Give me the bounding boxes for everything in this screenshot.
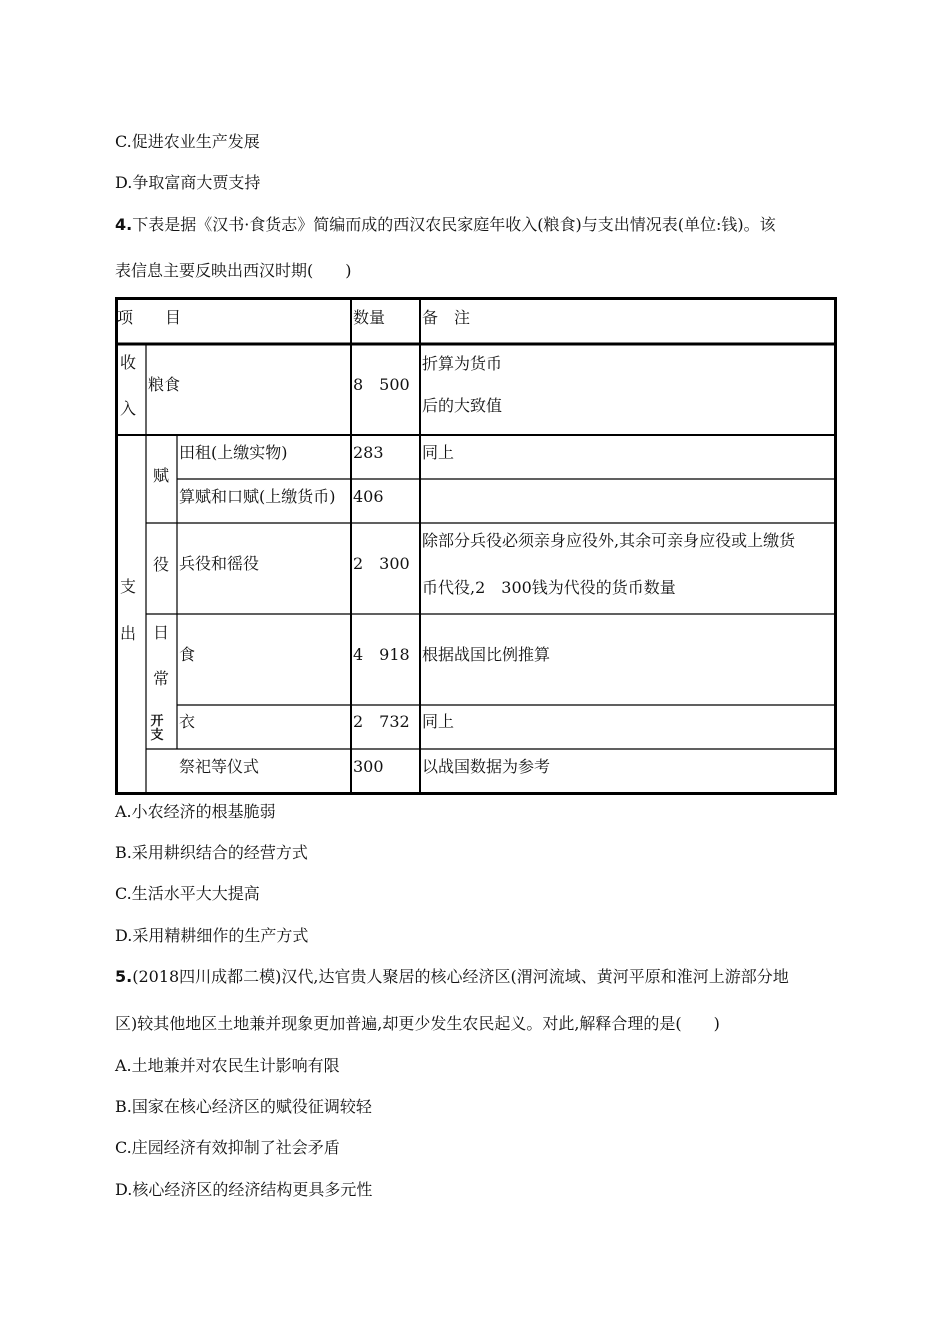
income-expense-table bbox=[115, 297, 837, 795]
yi-label: 役 bbox=[152, 555, 169, 574]
q5-stem-text: (2018四川成都二模)汉代,达官贵人聚居的核心经济区(渭河流域、黄河平原和淮河上游部分地 bbox=[132, 967, 789, 986]
row-suanfu-item: 算赋和口赋(上缴货币) bbox=[179, 487, 336, 506]
row-suanfu-qty: 406 bbox=[353, 487, 384, 506]
row-food-note: 根据战国比例推算 bbox=[422, 645, 551, 664]
q3-option-d: D.争取富商大贾支持 bbox=[115, 173, 261, 192]
q4-stem-line2: 表信息主要反映出西汉时期( ) bbox=[115, 261, 352, 280]
q5-stem-line2: 区)较其他地区土地兼并现象更加普遍,却更少发生农民起义。对此,解释合理的是( ) bbox=[115, 1014, 720, 1033]
kaizhi-label-2: 支 bbox=[150, 728, 164, 743]
income-qty: 8 500 bbox=[353, 375, 410, 394]
income-label-2: 入 bbox=[119, 399, 136, 418]
row-ritual-qty: 300 bbox=[353, 757, 384, 776]
row-ritual-item: 祭祀等仪式 bbox=[179, 757, 260, 776]
daily-label-2: 常 bbox=[152, 669, 169, 688]
row-yi-note-2: 币代役,2 300钱为代役的货币数量 bbox=[422, 578, 676, 597]
kaizhi-label-1: 开 bbox=[150, 714, 164, 729]
row-cloth-item: 衣 bbox=[179, 712, 196, 731]
income-note-1: 折算为货币 bbox=[422, 354, 503, 373]
q5-option-a: A.土地兼并对农民生计影响有限 bbox=[115, 1056, 340, 1075]
q5-option-b: B.国家在核心经济区的赋役征调较轻 bbox=[115, 1097, 372, 1116]
row-tianzu-qty: 283 bbox=[353, 443, 384, 462]
q4-option-b: B.采用耕织结合的经营方式 bbox=[115, 843, 308, 862]
row-yi-qty: 2 300 bbox=[353, 554, 410, 573]
row-ritual-note: 以战国数据为参考 bbox=[422, 757, 551, 776]
row-tianzu-note: 同上 bbox=[422, 443, 455, 462]
row-food-qty: 4 918 bbox=[353, 645, 410, 664]
row-yi-note-1: 除部分兵役必须亲身应役外,其余可亲身应役或上缴货 bbox=[422, 531, 796, 550]
q3-option-c: C.促进农业生产发展 bbox=[115, 132, 260, 151]
q5-option-d: D.核心经济区的经济结构更具多元性 bbox=[115, 1180, 373, 1199]
q4-option-c: C.生活水平大大提高 bbox=[115, 884, 260, 903]
income-item: 粮食 bbox=[148, 375, 181, 394]
q4-option-d: D.采用精耕细作的生产方式 bbox=[115, 926, 309, 945]
q4-stem-text: 下表是据《汉书·食货志》简编而成的西汉农民家庭年收入(粮食)与支出情况表(单位:钱)。该 bbox=[132, 215, 776, 234]
row-food-item: 食 bbox=[179, 645, 196, 664]
row-yi-item: 兵役和徭役 bbox=[179, 554, 260, 573]
q5-option-c: C.庄园经济有效抑制了社会矛盾 bbox=[115, 1138, 340, 1157]
income-note-2: 后的大致值 bbox=[422, 396, 503, 415]
income-label-1: 收 bbox=[119, 353, 136, 372]
row-tianzu-item: 田租(上缴实物) bbox=[179, 443, 288, 462]
q4-option-a: A.小农经济的根基脆弱 bbox=[115, 802, 276, 821]
row-cloth-note: 同上 bbox=[422, 712, 455, 731]
q4-stem-line1 bbox=[115, 213, 776, 237]
q4-number: 4. bbox=[115, 215, 133, 234]
expense-label-1: 支 bbox=[119, 577, 136, 596]
header-qty: 数量 bbox=[353, 308, 386, 327]
header-note: 备 注 bbox=[422, 308, 471, 327]
q5-stem-line1 bbox=[115, 965, 789, 989]
header-item: 项 目 bbox=[117, 308, 182, 327]
expense-label-2: 出 bbox=[119, 624, 136, 643]
row-cloth-qty: 2 732 bbox=[353, 712, 410, 731]
q5-number: 5. bbox=[115, 967, 133, 986]
daily-label-1: 日 bbox=[152, 623, 169, 642]
fu-label: 赋 bbox=[152, 466, 169, 485]
